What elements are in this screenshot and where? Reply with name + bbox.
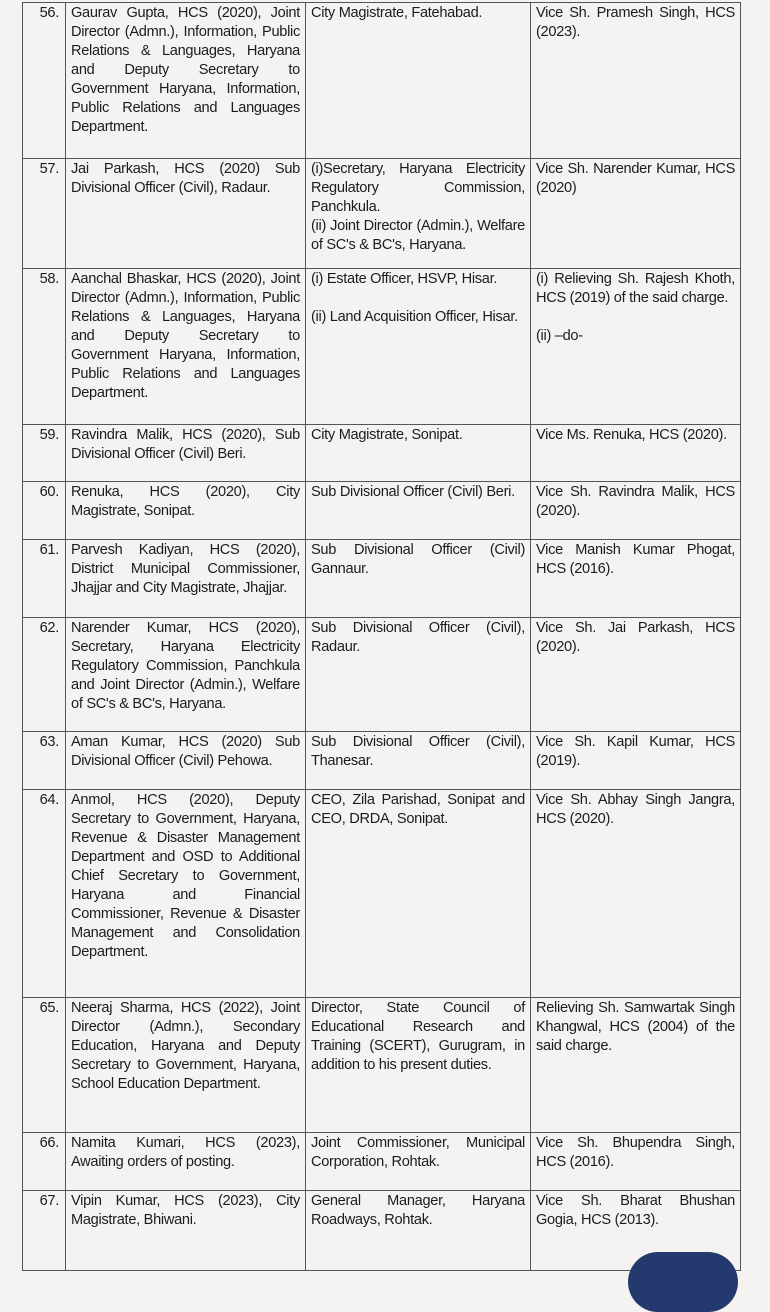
table-row [23,269,741,425]
officer-cell: Parvesh Kadiyan, HCS (2020), District Municipal Commissioner, Jhajjar and City Magistrate, Jhajjar. [66,540,306,618]
officer-cell: Neeraj Sharma, HCS (2022), Joint Director (Admn.), Secondary Education, Haryana and Deputy Secretary to Government, Haryana, School Education Department. [66,998,306,1133]
table-row [23,159,741,269]
table-row [23,790,741,998]
serial-number: 63. [23,732,66,790]
posted-line: City Magistrate, Fatehabad. [311,5,483,21]
posted-cell [306,159,531,269]
officer-cell: Gaurav Gupta, HCS (2020), Joint Director (Admn.), Information, Public Relations & Languages, Haryana and Deputy Secretary to Government Haryana, Information, Public Relations and Languages Department. [66,3,306,159]
posted-cell [306,3,531,159]
officer-cell: Ravindra Malik, HCS (2020), Sub Divisional Officer (Civil) Beri. [66,425,306,482]
remarks-line: (i) Relieving Sh. Rajesh Khoth, HCS (2019) of the said charge. [536,271,735,306]
remarks-line: Vice Sh. Jai Parkash, HCS (2020). [536,620,735,655]
remarks-line: Vice Sh. Abhay Singh Jangra, HCS (2020). [536,792,735,827]
posted-cell [306,998,531,1133]
posted-line: (i)Secretary, Haryana Electricity Regulatory Commission, Panchkula. [311,161,525,215]
remarks-line: Vice Sh. Narender Kumar, HCS (2020) [536,161,735,196]
posted-cell [306,1191,531,1271]
serial-number: 61. [23,540,66,618]
serial-number: 64. [23,790,66,998]
posted-line: Sub Divisional Officer (Civil), Radaur. [311,620,525,655]
remarks-cell [531,159,741,269]
officer-cell: Anmol, HCS (2020), Deputy Secretary to Government, Haryana, Revenue & Disaster Management Department and OSD to Additional Chief Secretary to Government, Haryana and Financial Commissioner, Revenue & Disaster Management and Consolidation Department. [66,790,306,998]
posted-cell [306,269,531,425]
floating-action-button[interactable] [628,1252,738,1312]
officer-cell: Renuka, HCS (2020), City Magistrate, Sonipat. [66,482,306,540]
posted-line: General Manager, Haryana Roadways, Rohtak. [311,1193,525,1228]
posted-cell [306,482,531,540]
serial-number: 59. [23,425,66,482]
posted-line: (i) Estate Officer, HSVP, Hisar. [311,271,498,287]
posted-line: Sub Divisional Officer (Civil) Beri. [311,484,515,500]
posting-orders-table [22,2,741,1271]
officer-cell: Jai Parkash, HCS (2020) Sub Divisional Officer (Civil), Radaur. [66,159,306,269]
serial-number: 56. [23,3,66,159]
remarks-line: Relieving Sh. Samwartak Singh Khangwal, HCS (2004) of the said charge. [536,1000,735,1054]
serial-number: 57. [23,159,66,269]
serial-number: 67. [23,1191,66,1271]
table-row [23,1133,741,1191]
remarks-cell [531,1133,741,1191]
serial-number: 65. [23,998,66,1133]
table-row [23,1191,741,1271]
remarks-line: Vice Sh. Ravindra Malik, HCS (2020). [536,484,735,519]
table-row [23,540,741,618]
table-row [23,998,741,1133]
remarks-cell [531,998,741,1133]
serial-number: 62. [23,618,66,732]
posted-cell [306,1133,531,1191]
posted-cell [306,732,531,790]
remarks-line: Vice Sh. Kapil Kumar, HCS (2019). [536,734,735,769]
table-row [23,732,741,790]
remarks-cell [531,269,741,425]
posted-line: (ii) Land Acquisition Officer, Hisar. [311,309,518,325]
table-row [23,618,741,732]
posted-cell [306,425,531,482]
posted-line: Sub Divisional Officer (Civil), Thanesar. [311,734,525,769]
posted-line: Sub Divisional Officer (Civil) Gannaur. [311,542,525,577]
serial-number: 60. [23,482,66,540]
table-row [23,425,741,482]
remarks-cell [531,3,741,159]
table-row [23,482,741,540]
remarks-line: Vice Sh. Pramesh Singh, HCS (2023). [536,5,735,40]
posted-line: Joint Commissioner, Municipal Corporation, Rohtak. [311,1135,525,1170]
remarks-cell [531,425,741,482]
posted-line: City Magistrate, Sonipat. [311,427,463,443]
posted-line: CEO, Zila Parishad, Sonipat and CEO, DRDA, Sonipat. [311,792,525,827]
officer-cell: Vipin Kumar, HCS (2023), City Magistrate, Bhiwani. [66,1191,306,1271]
officer-cell: Aanchal Bhaskar, HCS (2020), Joint Director (Admn.), Information, Public Relations & Languages, Haryana and Deputy Secretary to Government Haryana, Information, Public Relations and Languages Department. [66,269,306,425]
remarks-line: Vice Sh. Bhupendra Singh, HCS (2016). [536,1135,735,1170]
officer-cell: Narender Kumar, HCS (2020), Secretary, Haryana Electricity Regulatory Commission, Panchkula and Joint Director (Admin.), Welfare of SC's & BC's, Haryana. [66,618,306,732]
posted-cell [306,790,531,998]
remarks-line: Vice Sh. Bharat Bhushan Gogia, HCS (2013). [536,1193,735,1228]
posted-cell [306,618,531,732]
remarks-cell [531,790,741,998]
posted-cell [306,540,531,618]
remarks-line: Vice Ms. Renuka, HCS (2020). [536,427,727,443]
table-row [23,3,741,159]
serial-number: 66. [23,1133,66,1191]
posted-line: (ii) Joint Director (Admin.), Welfare of SC's & BC's, Haryana. [311,218,525,253]
remarks-cell [531,482,741,540]
remarks-cell [531,732,741,790]
remarks-line: Vice Manish Kumar Phogat, HCS (2016). [536,542,735,577]
remarks-cell [531,540,741,618]
remarks-cell [531,618,741,732]
serial-number: 58. [23,269,66,425]
posted-line: Director, State Council of Educational Research and Training (SCERT), Gurugram, in addition to his present duties. [311,1000,525,1073]
remarks-line: (ii) –do- [536,328,583,344]
officer-cell: Namita Kumari, HCS (2023), Awaiting orders of posting. [66,1133,306,1191]
officer-cell: Aman Kumar, HCS (2020) Sub Divisional Officer (Civil) Pehowa. [66,732,306,790]
